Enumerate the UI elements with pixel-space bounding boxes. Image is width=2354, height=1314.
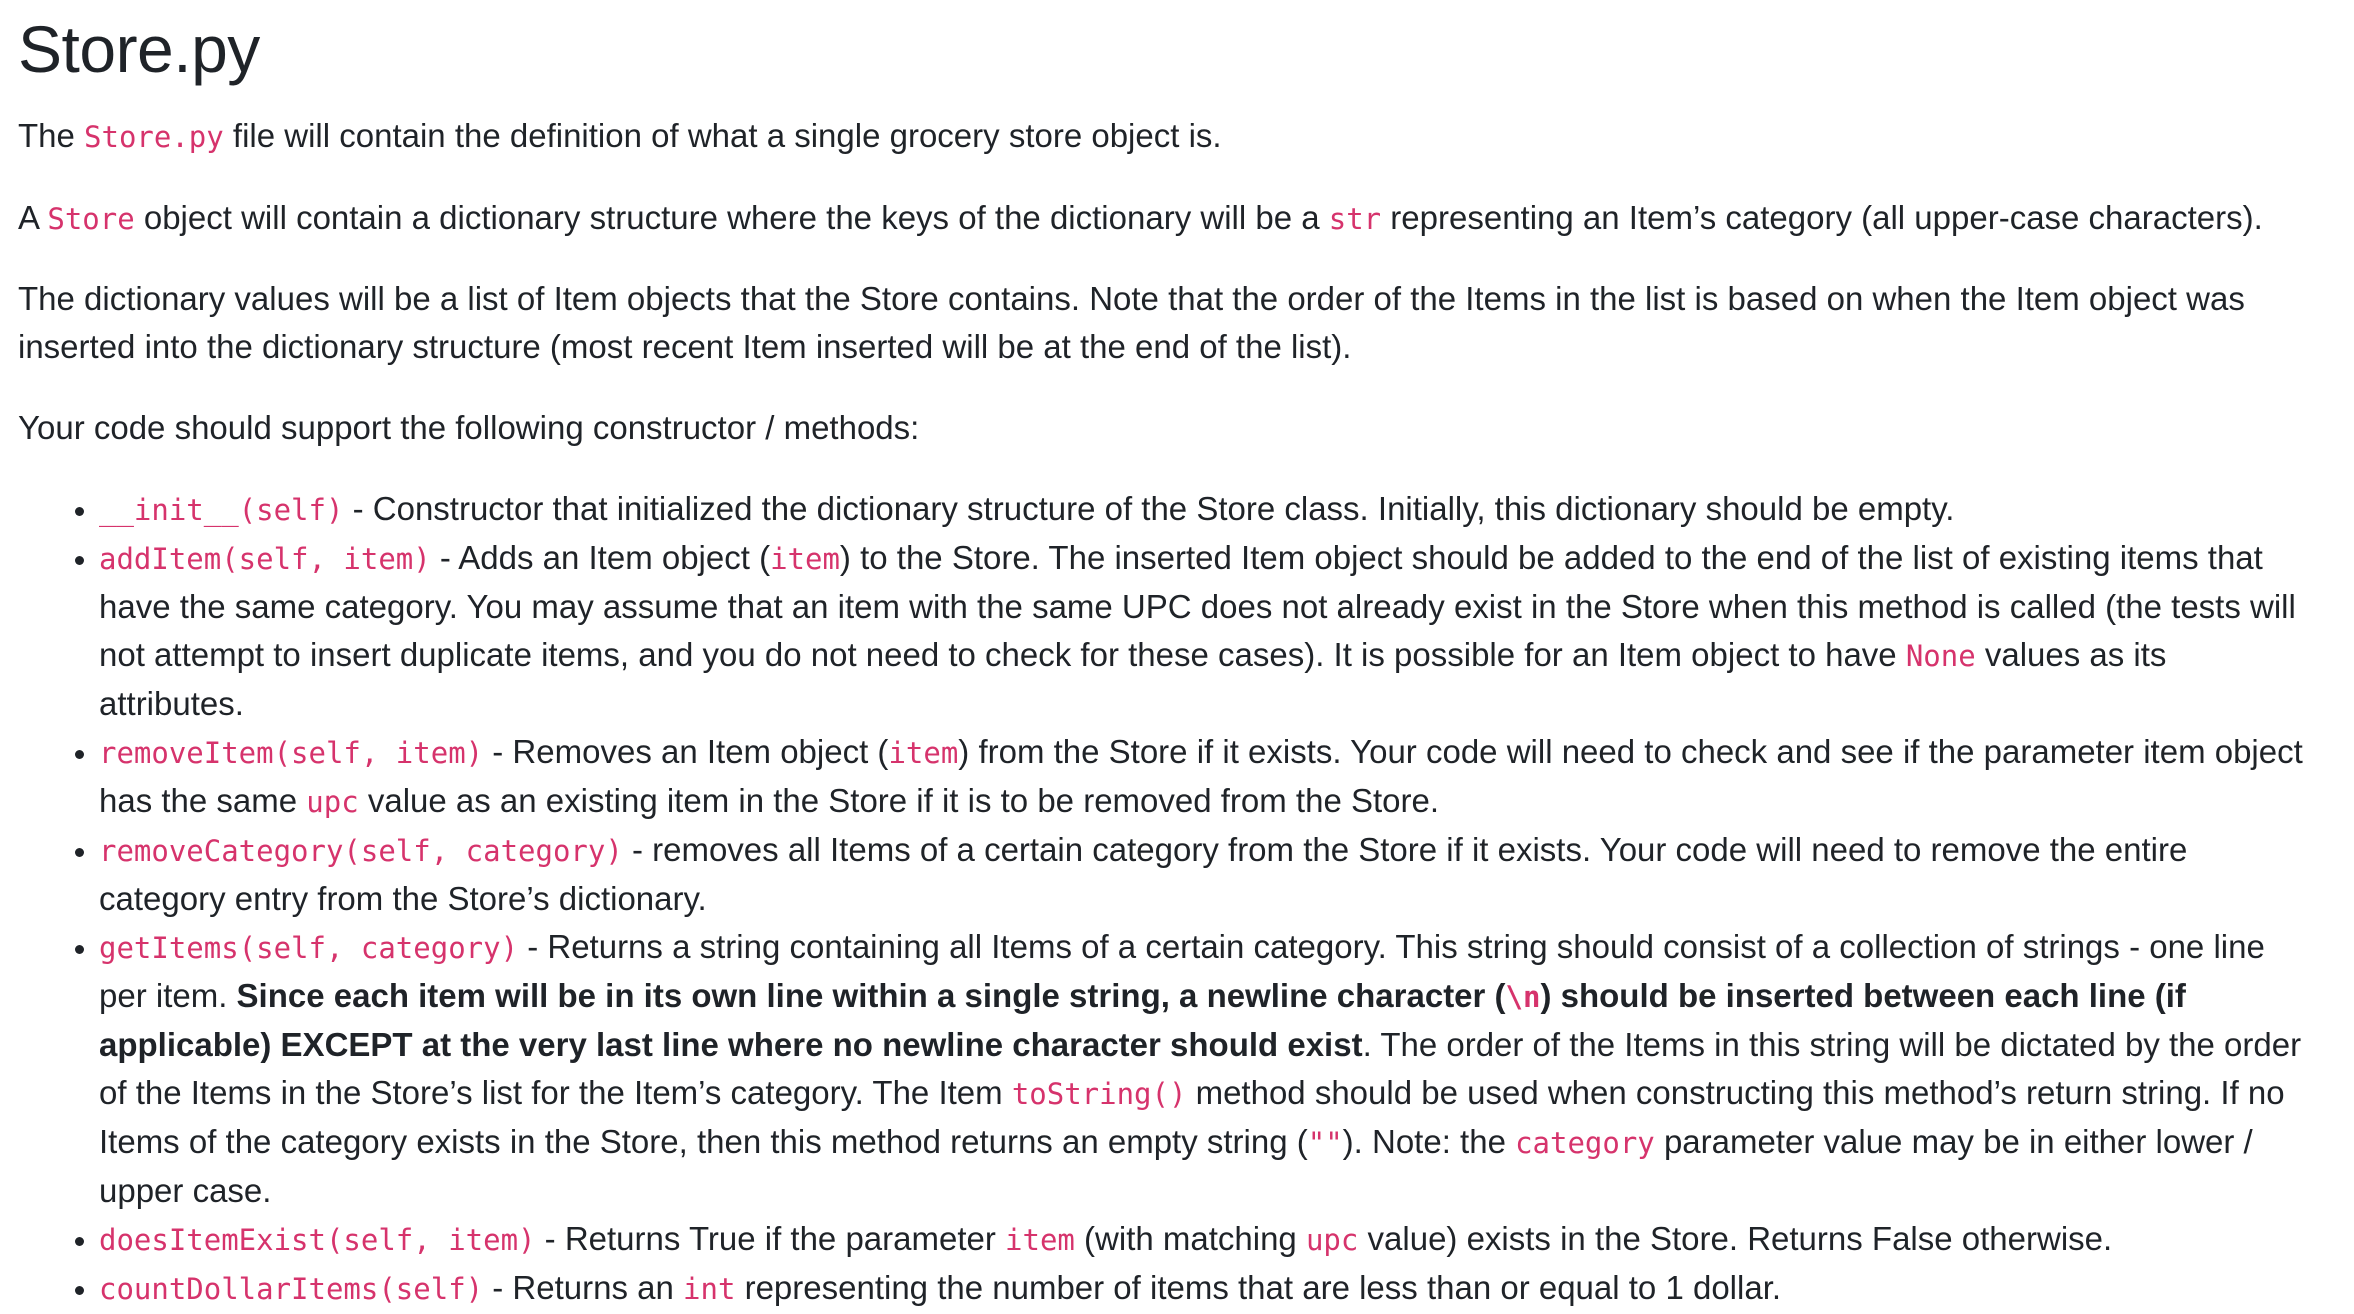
- method-signature: __init__(self): [99, 493, 344, 527]
- para2-text-3: representing an Item’s category (all upper-case characters).: [1381, 199, 2263, 236]
- inline-code: \n: [1505, 980, 1541, 1014]
- code-str: str: [1328, 202, 1382, 236]
- inline-code: toString(): [1011, 1077, 1187, 1111]
- list-item-init: [99, 485, 2319, 534]
- para2-text-2: object will contain a dictionary structure where the keys of the dictionary will be a: [134, 199, 1329, 236]
- method-description: representing the number of items that are less than or equal to 1 dollar.: [735, 1269, 1782, 1306]
- method-description: (with matching: [1074, 1220, 1306, 1257]
- list-item-remove-category: [99, 826, 2319, 923]
- method-signature: removeItem(self, item): [99, 736, 484, 770]
- bold-note: Since each item will be in its own line within a single string, a newline character (\n) should be inserted between each line (if applicable) EXCEPT at the very last line where no newline character should exist: [99, 977, 2186, 1063]
- method-description: value as an existing item in the Store if it is to be removed from the Store.: [358, 782, 1440, 819]
- method-signature: countDollarItems(self): [99, 1272, 484, 1306]
- list-item-does-item-exist: [99, 1215, 2319, 1264]
- inline-code: int: [683, 1272, 736, 1306]
- intro-text-1: The: [18, 117, 85, 154]
- inline-code: item: [770, 542, 840, 576]
- list-item-add-item: [99, 534, 2319, 728]
- inline-code: upc: [306, 785, 359, 819]
- para2-text-1: A: [18, 199, 48, 236]
- method-description: ) to the Store. The inserted Item object should be added to the end of the list of existing items that have the same category. You may assume that an item with the same UPC does not already exist in the Store when this method is called (the tests will not attempt to insert duplicate items, and you do not need to check for these cases). It is possible for an Item object to have: [99, 539, 2296, 673]
- method-description: ) from the Store if it exists. Your code will need to check and see if the parameter item object has the same: [99, 733, 2303, 819]
- method-description: method should be used when constructing this method’s return string. If no Items of the category exists in the Store, then this method returns an empty string (: [99, 1074, 2285, 1160]
- method-description: values as its attributes.: [99, 636, 2167, 722]
- methods-list: [18, 485, 2319, 1313]
- inline-code: None: [1905, 639, 1976, 673]
- method-signature: doesItemExist(self, item): [99, 1223, 536, 1257]
- method-description: ). Note: the: [1342, 1123, 1516, 1160]
- methods-intro-paragraph: Your code should support the following constructor / methods:: [18, 409, 920, 446]
- list-item-count-dollar-items: [99, 1264, 2319, 1313]
- method-description: - Returns an: [483, 1269, 684, 1306]
- method-description: . The order of the Items in this string will be dictated by the order of the Items in the Store’s list for the Item’s category. The Item: [99, 1026, 2302, 1111]
- method-description: - Returns True if the parameter: [535, 1220, 1006, 1257]
- method-description: parameter value may be in either lower / upper case.: [99, 1123, 2253, 1209]
- inline-code: upc: [1305, 1223, 1359, 1257]
- method-description: value) exists in the Store. Returns False otherwise.: [1358, 1220, 2113, 1257]
- intro-paragraph: [18, 112, 2318, 161]
- method-description: - Removes an Item object (: [483, 733, 889, 770]
- code-store: Store: [47, 202, 135, 236]
- method-signature: addItem(self, item): [99, 542, 431, 576]
- inline-code: category: [1515, 1126, 1655, 1160]
- method-signature: removeCategory(self, category): [99, 834, 623, 868]
- method-description: - Returns a string containing all Items of a certain category. This string should consist of a collection of strings - one line per item.: [99, 928, 2265, 1014]
- method-signature: getItems(self, category): [99, 931, 519, 965]
- page-title: Store.py: [18, 12, 260, 86]
- inline-code: "": [1307, 1126, 1343, 1160]
- method-description: - Constructor that initialized the dictionary structure of the Store class. Initially, this dictionary should be empty.: [343, 490, 1955, 527]
- inline-code: item: [888, 736, 959, 770]
- code-store-py: Store.py: [84, 120, 224, 154]
- intro-text-2: file will contain the definition of what a single grocery store object is.: [223, 117, 1222, 154]
- inline-code: item: [1005, 1223, 1075, 1257]
- list-item-remove-item: [99, 728, 2319, 826]
- method-description: - removes all Items of a certain category from the Store if it exists. Your code will need to remove the entire category entry from the Store’s dictionary.: [99, 831, 2188, 917]
- list-item-get-items: [99, 923, 2319, 1215]
- method-description: - Adds an Item object (: [430, 539, 771, 576]
- dictionary-values-paragraph: The dictionary values will be a list of Item objects that the Store contains. Note that the order of the Items in the list is based on when the Item object was inserted into the dictionary structure (most recent Item inserted will be at the end of the list).: [18, 280, 2245, 365]
- store-object-paragraph: [18, 194, 2318, 243]
